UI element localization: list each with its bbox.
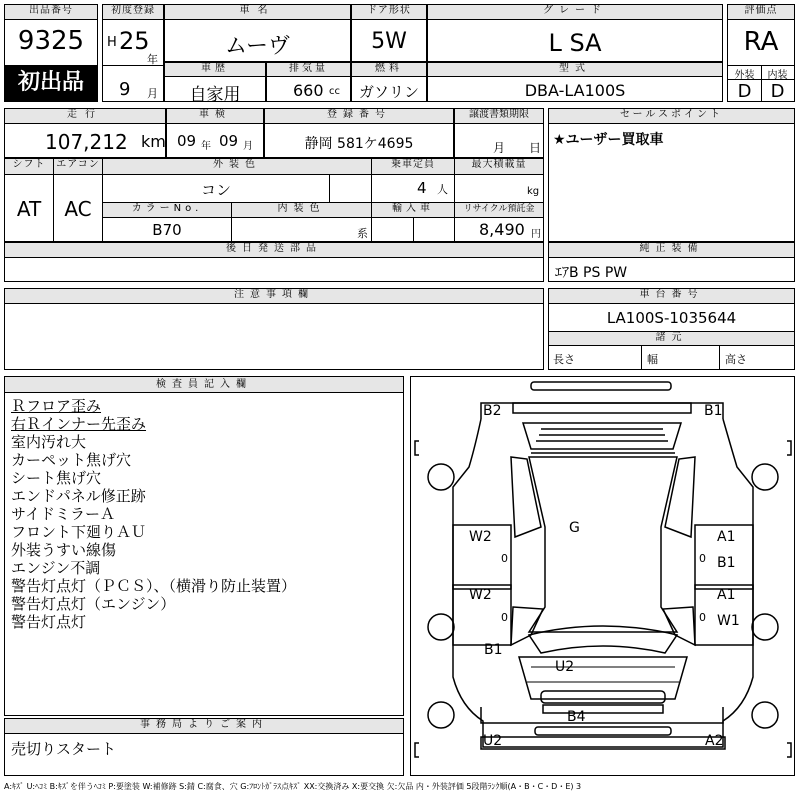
inspection-year-unit: 年 (201, 141, 211, 152)
inspection-header: 車検 (167, 109, 263, 124)
chassis-header: 車台番号 (549, 289, 794, 304)
first-reg-month: 9 (119, 79, 131, 100)
later-parts-header: 後日発送部品 (5, 243, 543, 258)
fuel-box (351, 62, 427, 102)
shift-header: シフト (5, 159, 53, 174)
inspector-box (4, 376, 404, 716)
inspection-year: 09 (177, 132, 197, 150)
sales-point-header: セールスポイント (549, 109, 794, 124)
era-letter: H (107, 35, 117, 50)
capacity-unit: 人 (437, 183, 448, 196)
inspector-line: カーペット焦げ穴 (11, 451, 132, 469)
capacity-header: 乗車定員 (372, 159, 454, 174)
door-header: ドア形状 (352, 5, 426, 20)
month-unit: 月 (147, 87, 158, 100)
door-value: 5W (371, 29, 407, 54)
mark-a2-front-right: A2 (705, 733, 724, 749)
recycle-fee-value: 8,490 (479, 220, 525, 239)
mileage-unit: km (141, 132, 166, 151)
inspector-line: 警告灯点灯（ＰＣＳ）、（横滑り防止装置） (11, 577, 297, 595)
car-name-box (164, 4, 351, 62)
inspector-line: エンドパネル修正跡 (11, 487, 146, 505)
plate-box (264, 108, 454, 158)
height-label: 高さ (725, 353, 747, 366)
max-load-header: 最大積載量 (455, 159, 543, 174)
inspector-line: 警告灯点灯（エンジン） (11, 595, 176, 613)
mark-zero-left-1: 0 (501, 552, 508, 565)
mark-b1-left-front: B1 (484, 642, 503, 658)
inspector-line: Ｒフロア歪み (11, 397, 102, 415)
interior-color-header: 内装色 (232, 203, 371, 217)
equipment-value: ｴｱB PS PW (555, 265, 628, 281)
displacement-value: 660 (293, 81, 324, 100)
transfer-month-unit: 月 (493, 141, 506, 155)
grade-value: L SA (548, 29, 602, 57)
mark-w2-left-upper: W2 (469, 529, 492, 545)
model-header: 型式 (428, 63, 722, 77)
mark-zero-right-1: 0 (699, 552, 706, 565)
max-load-unit: kg (527, 186, 540, 197)
shift-value: AT (16, 197, 42, 221)
exterior-score-value: D (737, 81, 752, 102)
spec-block (4, 158, 544, 242)
notes-box (4, 288, 544, 370)
chassis-value: LA100S-1035644 (606, 309, 737, 327)
history-value: 自家用 (189, 85, 241, 105)
inspector-line: シート焦げ穴 (11, 469, 102, 487)
interior-score-label: 内装 (767, 70, 788, 81)
aircon-header: エアコン (54, 159, 102, 174)
model-value: DBA-LA100S (524, 81, 626, 100)
import-header: 輸入車 (372, 203, 454, 217)
mark-a1-right-upper: A1 (717, 529, 736, 545)
mark-w1-right-lower: W1 (717, 613, 740, 629)
mark-zero-right-2: 0 (699, 611, 706, 624)
score-header: 評価点 (728, 5, 794, 20)
mark-w2-left-lower: W2 (469, 587, 492, 603)
sales-point-box (548, 108, 795, 242)
color-number-header: カラーNo. (103, 203, 231, 217)
inspection-box (166, 108, 264, 158)
equipment-header: 純正装備 (549, 243, 794, 258)
inspector-line: エンジン不調 (11, 559, 101, 577)
mark-b1-right-upper: B1 (717, 555, 736, 571)
car-damage-diagram (411, 377, 794, 775)
inspector-line: 外装うすい線傷 (11, 541, 117, 559)
capacity-value: 4 (417, 179, 427, 197)
dimensions-header: 諸元 (549, 331, 794, 346)
history-box (164, 62, 266, 105)
mark-b4-front: B4 (567, 709, 586, 725)
office-value: 売切りスタート (11, 740, 117, 758)
recycle-fee-header: リサイクル預託金 (455, 203, 543, 217)
mark-g-roof: G (569, 520, 580, 536)
car-name-value: ムーヴ (225, 34, 290, 59)
legend-text: A:ｷｽﾞ U:ﾍｺﾐ B:ｷｽﾞを伴うﾍｺﾐ P:要塗装 W:補修跡 S:錆 C:腐食、穴 G:ﾌﾛﾝﾄｶﾞﾗｽ点ｷｽﾞ XX:交換済み X:要交換 欠:欠品 内・外装評価 5段階ﾗﾝｸ順(A・B・C・D・E) 3 (4, 782, 582, 791)
mark-zero-left-2: 0 (501, 611, 508, 624)
first-reg-year: 25 (119, 27, 150, 55)
interior-color-suffix: 系 (357, 227, 368, 240)
transfer-day-unit: 日 (529, 141, 542, 155)
lot-number-header: 出品番号 (5, 5, 97, 20)
door-box (351, 4, 427, 62)
mileage-box (4, 108, 166, 158)
inspector-line: 右Ｒインナー先歪み (11, 415, 147, 433)
inspector-comments (11, 397, 401, 631)
year-unit: 年 (147, 53, 158, 66)
score-box (727, 4, 795, 102)
fuel-header: 燃料 (352, 63, 426, 77)
width-label: 幅 (647, 353, 658, 366)
mark-b1-rear-right: B1 (704, 403, 723, 419)
mark-a1-right-lower: A1 (717, 587, 736, 603)
equipment-box (548, 242, 795, 282)
grade-header: グレード (428, 5, 722, 20)
exterior-color-header: 外装色 (103, 159, 371, 174)
office-box (4, 718, 404, 776)
grade-box (427, 4, 723, 62)
lot-number: 9325 (17, 26, 85, 56)
notes-header: 注意事項欄 (5, 289, 543, 304)
color-number-value: B70 (152, 221, 182, 239)
office-header: 事務局よりご案内 (5, 719, 403, 734)
inspector-line: フロント下廻りＡＵ (11, 523, 147, 541)
car-name-header: 車名 (165, 5, 350, 20)
chassis-box (548, 288, 795, 370)
fuel-value: ガソリン (358, 83, 419, 101)
lot-number-box (4, 4, 98, 102)
mileage-value: 107,212 (45, 130, 128, 154)
mileage-header: 走行 (5, 109, 165, 124)
car-diagram-box (410, 376, 795, 776)
displacement-header: 排気量 (267, 63, 350, 77)
displacement-unit: cc (329, 86, 340, 97)
first-registration-box (102, 4, 164, 102)
inspector-header: 検査員記入欄 (5, 377, 403, 393)
history-header: 車歴 (165, 63, 265, 77)
inspection-month-unit: 月 (243, 141, 253, 152)
inspector-line: 室内汚れ大 (11, 433, 87, 451)
transfer-deadline-header: 譲渡書類期限 (455, 109, 543, 124)
sales-point-value: ★ユーザー買取車 (553, 132, 664, 148)
inspector-line: サイドミラーＡ (11, 505, 115, 523)
exterior-score-label: 外装 (734, 70, 755, 81)
plate-header: 登録番号 (265, 109, 453, 124)
score-value: RA (743, 27, 779, 57)
first-registration-header: 初度登録 (103, 5, 163, 20)
aircon-value: AC (64, 197, 92, 221)
mark-b2-rear-left: B2 (483, 403, 502, 419)
length-label: 長さ (553, 353, 575, 366)
transfer-deadline-box (454, 108, 544, 158)
exterior-color-value: コン (200, 181, 231, 199)
inspection-month: 09 (219, 132, 239, 150)
model-box (427, 62, 723, 102)
interior-score-value: D (770, 81, 785, 102)
displacement-box (266, 62, 351, 102)
first-listing-badge: 初出品 (5, 65, 97, 101)
recycle-fee-unit: 円 (531, 229, 541, 240)
mark-u2-front-left: U2 (483, 733, 503, 749)
mark-u2-hood: U2 (555, 659, 575, 675)
later-parts-box (4, 242, 544, 282)
inspector-line: 警告灯点灯 (11, 613, 87, 631)
plate-value: 静岡 581ケ4695 (304, 136, 414, 152)
